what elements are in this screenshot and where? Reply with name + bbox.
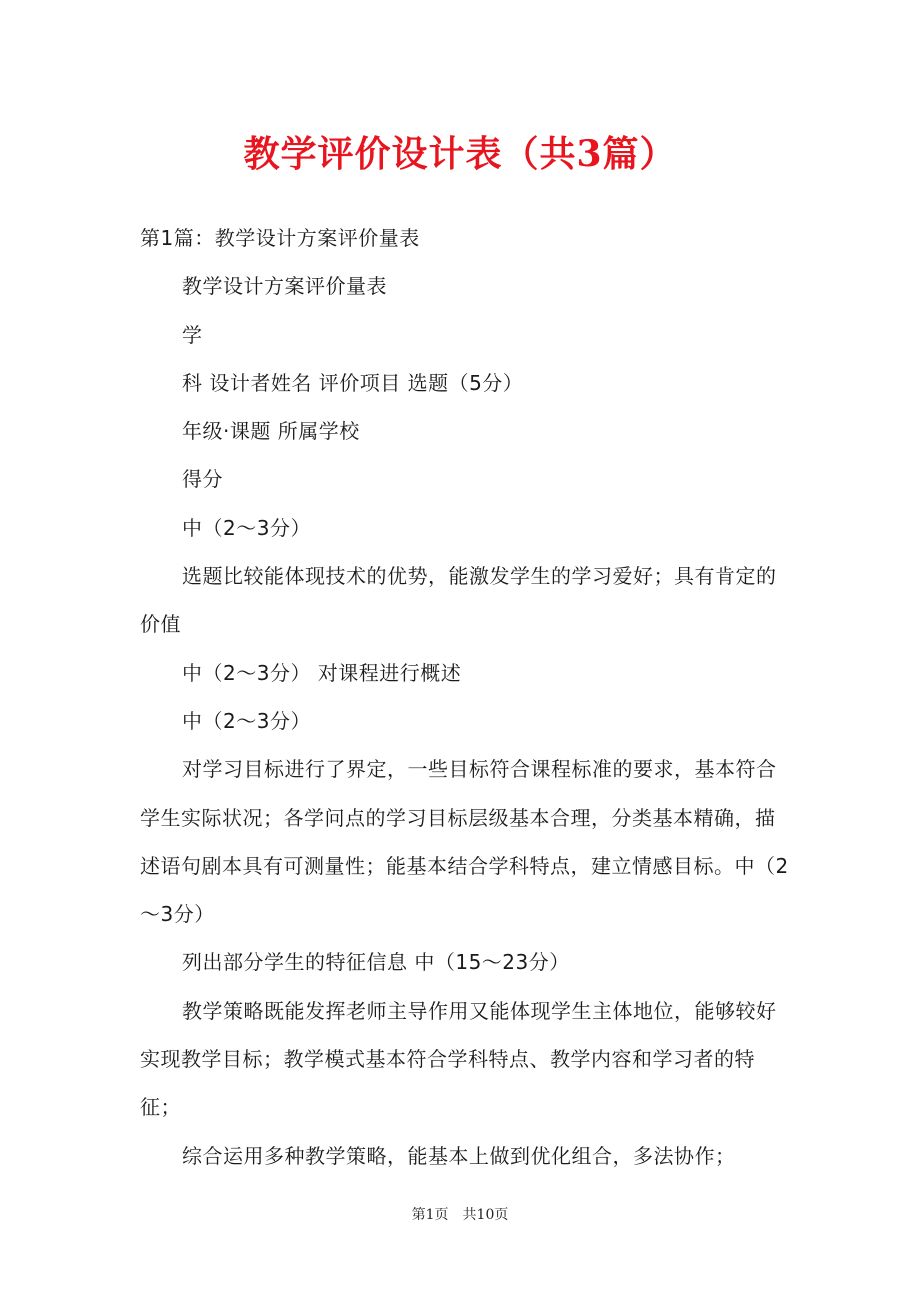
paragraph: 年级·课题 所属学校 bbox=[182, 419, 360, 444]
paragraph: 列出部分学生的特征信息 中（15～23分） bbox=[182, 950, 570, 975]
paragraph: 教学设计方案评价量表 bbox=[182, 274, 387, 299]
section-heading: 第1篇：教学设计方案评价量表 bbox=[140, 226, 420, 250]
paragraph: 科 设计者姓名 评价项目 选题（5分） bbox=[182, 370, 524, 395]
page-number: 第1页 bbox=[411, 1207, 449, 1223]
document-title: 教学评价设计表（共3篇） bbox=[243, 133, 677, 175]
paragraph: 中（2～3分） bbox=[182, 708, 311, 733]
paragraph: 选题比较能体现技术的优势，能激发学生的学习爱好；具有肯定的价值 bbox=[140, 564, 777, 637]
paragraph: 中（2～3分） 对课程进行概述 bbox=[182, 660, 462, 685]
paragraph: 教学策略既能发挥老师主导作用又能体现学生主体地位，能够较好实现教学目标；教学模式基本符合学科特点、教学内容和学习者的特征； bbox=[140, 998, 777, 1120]
page-footer bbox=[0, 1204, 920, 1224]
paragraph: 中（2～3分） bbox=[182, 515, 311, 540]
paragraph: 得分 bbox=[182, 467, 223, 492]
paragraph: 学 bbox=[182, 322, 203, 347]
paragraph: 综合运用多种教学策略，能基本上做到优化组合，多法协作； bbox=[182, 1143, 736, 1168]
paragraph: 对学习目标进行了界定，一些目标符合课程标准的要求，基本符合学生实际状况；各学问点的学习目标层级基本合理，分类基本精确，描述语句剧本具有可测量性；能基本结合学科特点，建立情感目标。中（2～3分） bbox=[140, 757, 789, 927]
page-total: 共10页 bbox=[462, 1207, 509, 1223]
document-body bbox=[140, 214, 790, 1180]
